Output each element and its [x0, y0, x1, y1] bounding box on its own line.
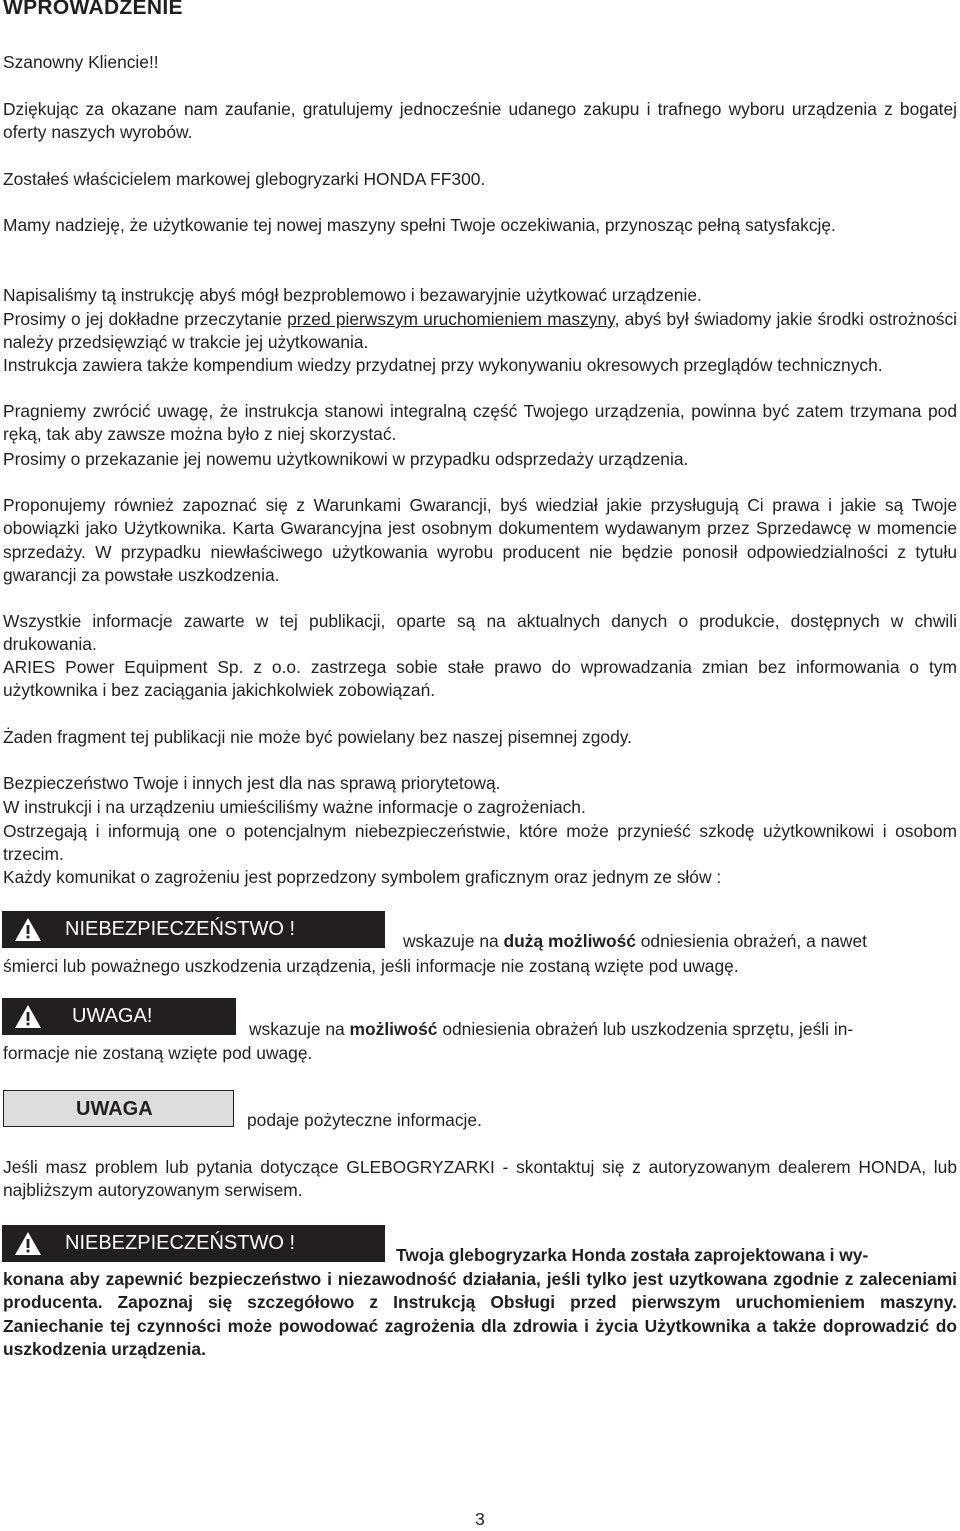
- note-badge: [3, 1090, 234, 1127]
- paragraph-owner: Zostałeś właścicielem markowej glebogryzarki HONDA FF300.: [3, 169, 486, 189]
- paragraph-integral-part: Pragniemy zwrócić uwagę, że instrukcja stanowi integralną część Twojego urządzenia, powinna być zatem trzymana pod ręką, tak aby zawsze można było z niej skorzystać.: [3, 401, 957, 445]
- paragraph-aries-reserves: ARIES Power Equipment Sp. z o.o. zastrzega sobie stałe prawo do wprowadzania zmian bez informowania o tym użytkownika i bez zaciągania jakichkolwiek zobowiązań.: [3, 657, 957, 701]
- paragraph-hope: Mamy nadzieję, że użytkowanie tej nowej maszyny spełni Twoje oczekiwania, przynosząc pełną satysfakcję.: [3, 215, 836, 235]
- caution-description-cont: formacje nie zostaną wzięte pod uwagę.: [3, 1043, 313, 1063]
- danger-description: wskazuje na dużą możliwość odniesienia obrażeń, a nawet: [403, 931, 867, 951]
- paragraph-thanks: Dziękując za okazane nam zaufanie, gratulujemy jednocześnie udanego zakupu i trafnego wyboru urządzenia z bogatej oferty naszych wyrobów.: [3, 99, 957, 143]
- paragraph-warn-inform: Ostrzegają i informują one o potencjalnym niebezpieczeństwie, które może przynieść szkodę użytkownikowi i osobom trzecim.: [3, 821, 957, 865]
- caution-label: UWAGA!: [72, 1005, 153, 1027]
- page-title: WPROWADZENIE: [3, 0, 183, 19]
- paragraph-warranty: Proponujemy również zapoznać się z Warunkami Gwarancji, byś wiedział jakie przysługują Ci prawa i jakie są Twoje obowiązki jako Użytkownika. Karta Gwarancyjna jest osobnym dokumentem wydawanym przez Sprzedawcę w momencie sprzedaży. W przypadku niewłaściwego użytkowania wyrobu producent nie będzie ponosił odpowiedzialności z tytułu gwarancji za powstałe uszkodzenia.: [3, 495, 957, 586]
- paragraph-instructions-intro: Napisaliśmy tą instrukcję abyś mógł bezproblemowo i bezawaryjnie użytkować urządzenie.: [3, 285, 702, 305]
- final-danger-badge: [2, 1225, 385, 1262]
- paragraph-compendium: Instrukcja zawiera także kompendium wiedzy przydatnej przy wykonywaniu okresowych przeglądów technicznych.: [3, 355, 883, 375]
- final-danger-label: NIEBEZPIECZEŃSTWO !: [65, 1232, 296, 1254]
- paragraph-signal-words: Każdy komunikat o zagrożeniu jest poprzedzony symbolem graficznym oraz jednym ze słów :: [3, 867, 722, 887]
- underlined-emphasis: przed pierwszym uruchomieniem maszyny: [287, 309, 615, 329]
- paragraph-copyright: Żaden fragment tej publikacji nie może być powielany bez naszej pisemnej zgody.: [3, 727, 632, 747]
- note-label: UWAGA: [76, 1098, 153, 1120]
- danger-label: NIEBEZPIECZEŃSTWO !: [65, 918, 296, 940]
- danger-description-cont: śmierci lub poważnego uszkodzenia urządzenia, jeśli informacje nie zostaną wzięte pod uwagę.: [3, 956, 739, 976]
- paragraph-contact-dealer: Jeśli masz problem lub pytania dotyczące GLEBOGRYZARKI - skontaktuj się z autoryzowanym dealerem HONDA, lub najbliższym autoryzowanym serwisem.: [3, 1157, 957, 1201]
- final-warning-text: konana aby zapewnić bezpieczeństwo i niezawodność działania, jeśli tylko jest uzytkowana zgodnie z zaleceniami producenta. Zapoznaj się szczegółowo z Instrukcją Obsługi przed pierwszym uruchomieniem maszyny. Zaniechanie tej czynności może powodować zagrożenia dla zdrowia i życia Użytkownika a także doprowadzić do uszkodzenia urządzenia.: [3, 1269, 957, 1360]
- paragraph-resale: Prosimy o przekazanie jej nowemu użytkownikowi w przypadku odsprzedaży urządzenia.: [3, 449, 689, 469]
- danger-badge: [2, 911, 385, 948]
- warning-triangle-icon: [14, 1231, 42, 1256]
- warning-triangle-icon: [14, 917, 42, 942]
- warning-triangle-icon: [14, 1004, 42, 1029]
- note-description: podaje pożyteczne informacje.: [247, 1110, 482, 1130]
- final-warning-first-line: Twoja glebogryzarka Honda została zaprojektowana i wy-: [396, 1245, 869, 1265]
- page-number: 3: [475, 1509, 485, 1529]
- paragraph-safety: Bezpieczeństwo Twoje i innych jest dla nas sprawą priorytetową.: [3, 773, 501, 793]
- caution-badge: [2, 998, 236, 1035]
- paragraph-read-carefully: Prosimy o jej dokładne przeczytanie przed pierwszym uruchomieniem maszyny, abyś był świadomy jakie środki ostrożności należy przedsięwziąć w trakcie jej użytkowania.: [3, 309, 957, 353]
- paragraph-information: Wszystkie informacje zawarte w tej publikacji, oparte są na aktualnych danych o produkcie, dostępnych w chwili drukowania.: [3, 611, 957, 655]
- caution-description: wskazuje na możliwość odniesienia obrażeń lub uszkodzenia sprzętu, jeśli in-: [249, 1019, 854, 1039]
- paragraph-hazard-info: W instrukcji i na urządzeniu umieściliśmy ważne informacje o zagrożeniach.: [3, 797, 586, 817]
- greeting: Szanowny Kliencie!!: [3, 52, 159, 72]
